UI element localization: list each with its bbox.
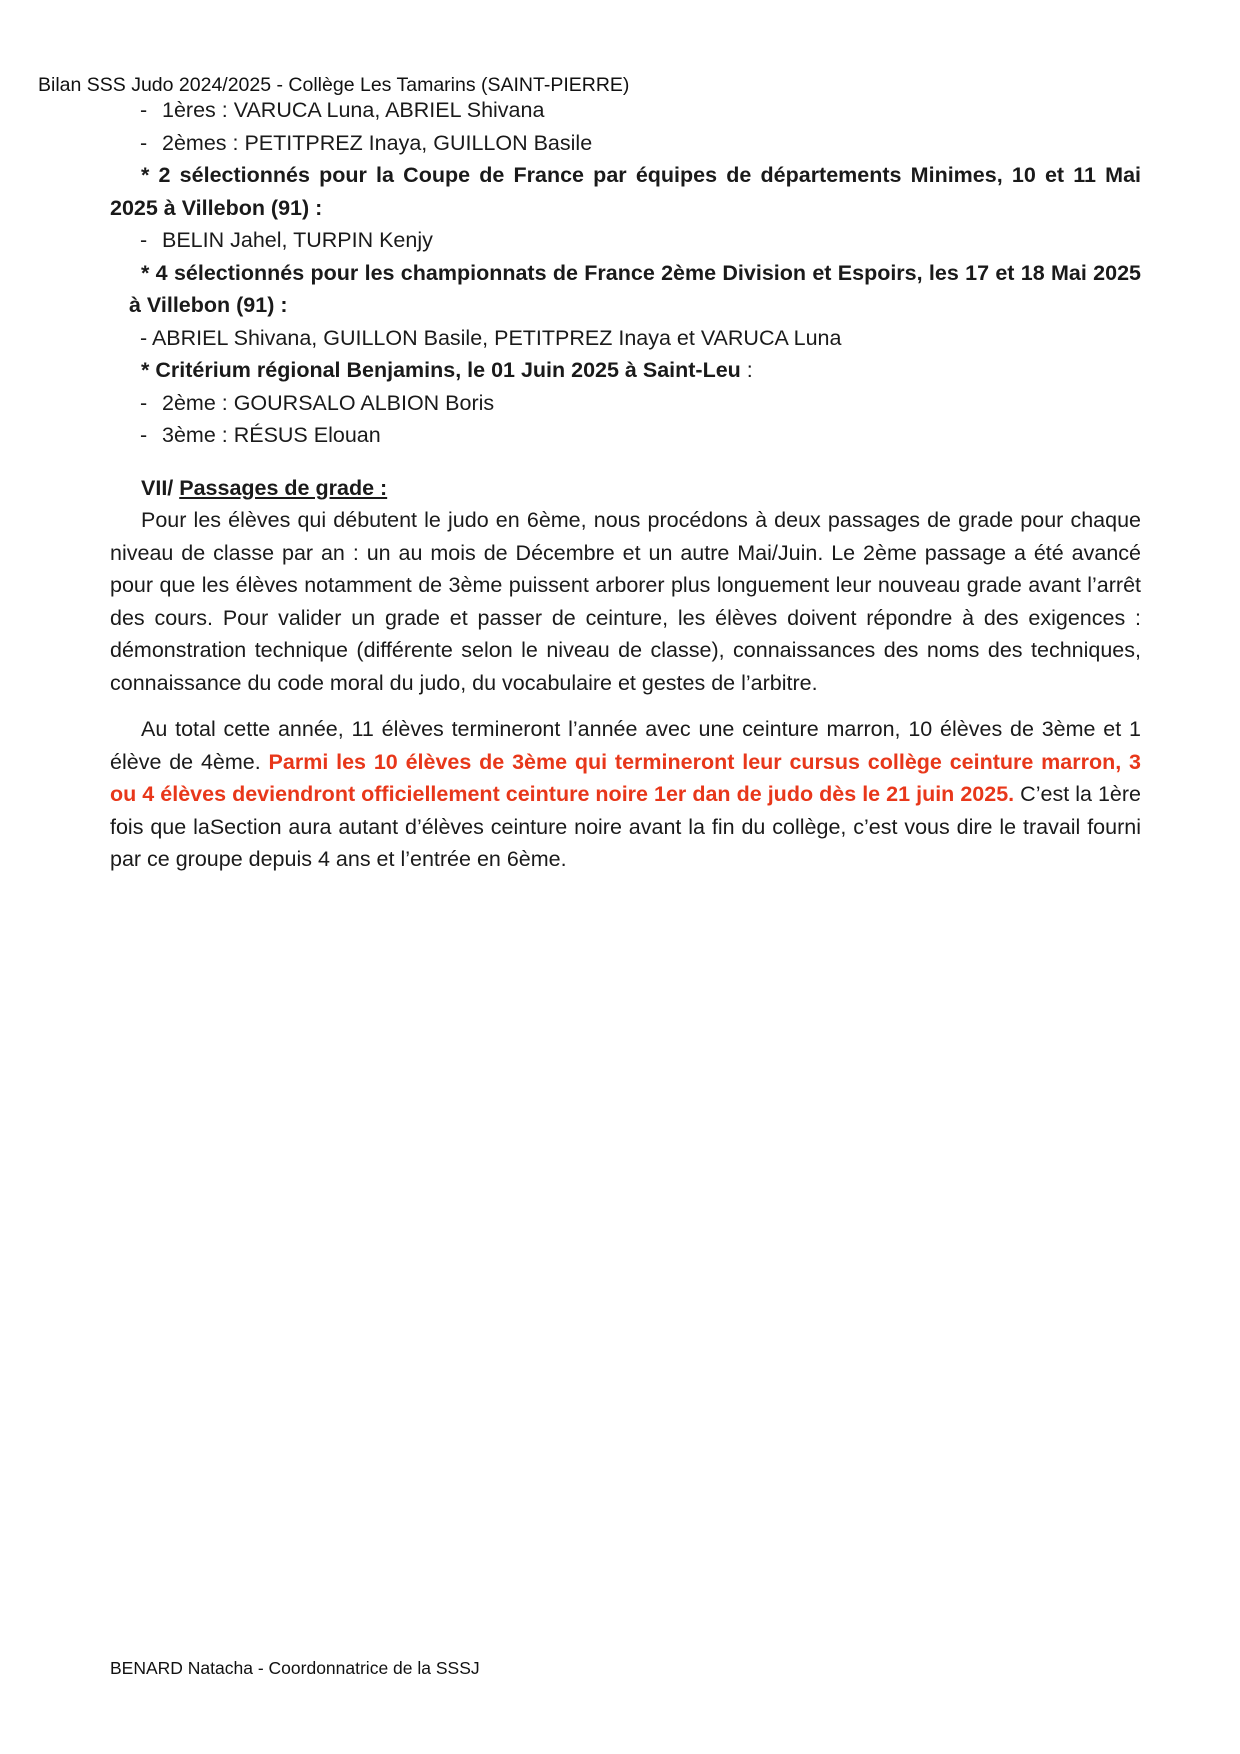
footer-signature: BENARD Natacha - Coordonnatrice de la SSSJ <box>110 1658 480 1678</box>
championnats-names: - ABRIEL Shivana, GUILLON Basile, PETITPREZ Inaya et VARUCA Luna <box>140 325 842 350</box>
section-title: VII/ Passages de grade : <box>141 475 388 500</box>
list-item: - 2ème : GOURSALO ALBION Boris <box>140 390 495 415</box>
list-item: - 1ères : VARUCA Luna, ABRIEL Shivana <box>140 98 545 122</box>
document-body <box>110 94 1141 876</box>
list-item: - 2èmes : PETITPREZ Inaya, GUILLON Basile <box>140 130 593 155</box>
highlight-text: Parmi les 10 élèves de 3ème qui termineront leur cursus collège ceinture marron, 3 ou 4 élèves deviendront officiellement ceinture noire 1er dan de judo dès le 21 juin 2025. <box>110 749 1141 806</box>
list-item: - BELIN Jahel, TURPIN Kenjy <box>140 228 433 252</box>
criterium-second: 2ème : GOURSALO ALBION Boris <box>162 390 495 415</box>
list-item: - 3ème : RÉSUS Elouan <box>140 423 381 447</box>
coupe-heading: * 2 sélectionnés pour la Coupe de France par équipes de départements Minimes, 10 et 11 Mai 2025 à Villebon (91) : <box>110 163 1141 220</box>
result-seconds: 2èmes : PETITPREZ Inaya, GUILLON Basile <box>162 130 593 155</box>
paragraph-results: Au total cette année, 11 élèves termineront l’année avec une ceinture marron, 10 élèves de 3ème et 1 élève de 4ème. Parmi les 10 élèves de 3ème qui termineront leur cursus collège ceinture marron, 3 ou 4 élèves deviendront officiellement ceinture noire 1er dan de judo dès le 21 juin 2025. C’est la 1ère fois que laSection aura autant d’élèves ceinture noire avant la fin du collège, c’est vous dire le travail fourni par ce groupe depuis 4 ans et l’entrée en 6ème. <box>110 717 1141 871</box>
criterium-heading: * Critérium régional Benjamins, le 01 Juin 2025 à Saint-Leu : <box>141 358 753 382</box>
paragraph-grades: Pour les élèves qui débutent le judo en 6ème, nous procédons à deux passages de grade pour chaque niveau de classe par an : un au mois de Décembre et un autre Mai/Juin. Le 2ème passage a été avancé pour que les élèves notamment de 3ème puissent arborer plus longuement leur nouveau grade avant l’arrêt des cours. Pour valider un grade et passer de ceinture, les élèves doivent répondre à des exigences : démonstration technique (différente selon le niveau de classe), connaissances des noms des techniques, connaissance du code moral du judo, du vocabulaire et gestes de l’arbitre. <box>110 508 1141 695</box>
page-header: Bilan SSS Judo 2024/2025 - Collège Les Tamarins (SAINT-PIERRE) <box>38 74 630 96</box>
championnats-heading: * 4 sélectionnés pour les championnats de France 2ème Division et Espoirs, les 17 et 18 Mai 2025 à Villebon (91) : <box>129 260 1141 317</box>
criterium-third: 3ème : RÉSUS Elouan <box>162 423 381 447</box>
coupe-names: BELIN Jahel, TURPIN Kenjy <box>162 228 433 252</box>
result-firsts: 1ères : VARUCA Luna, ABRIEL Shivana <box>162 98 545 122</box>
